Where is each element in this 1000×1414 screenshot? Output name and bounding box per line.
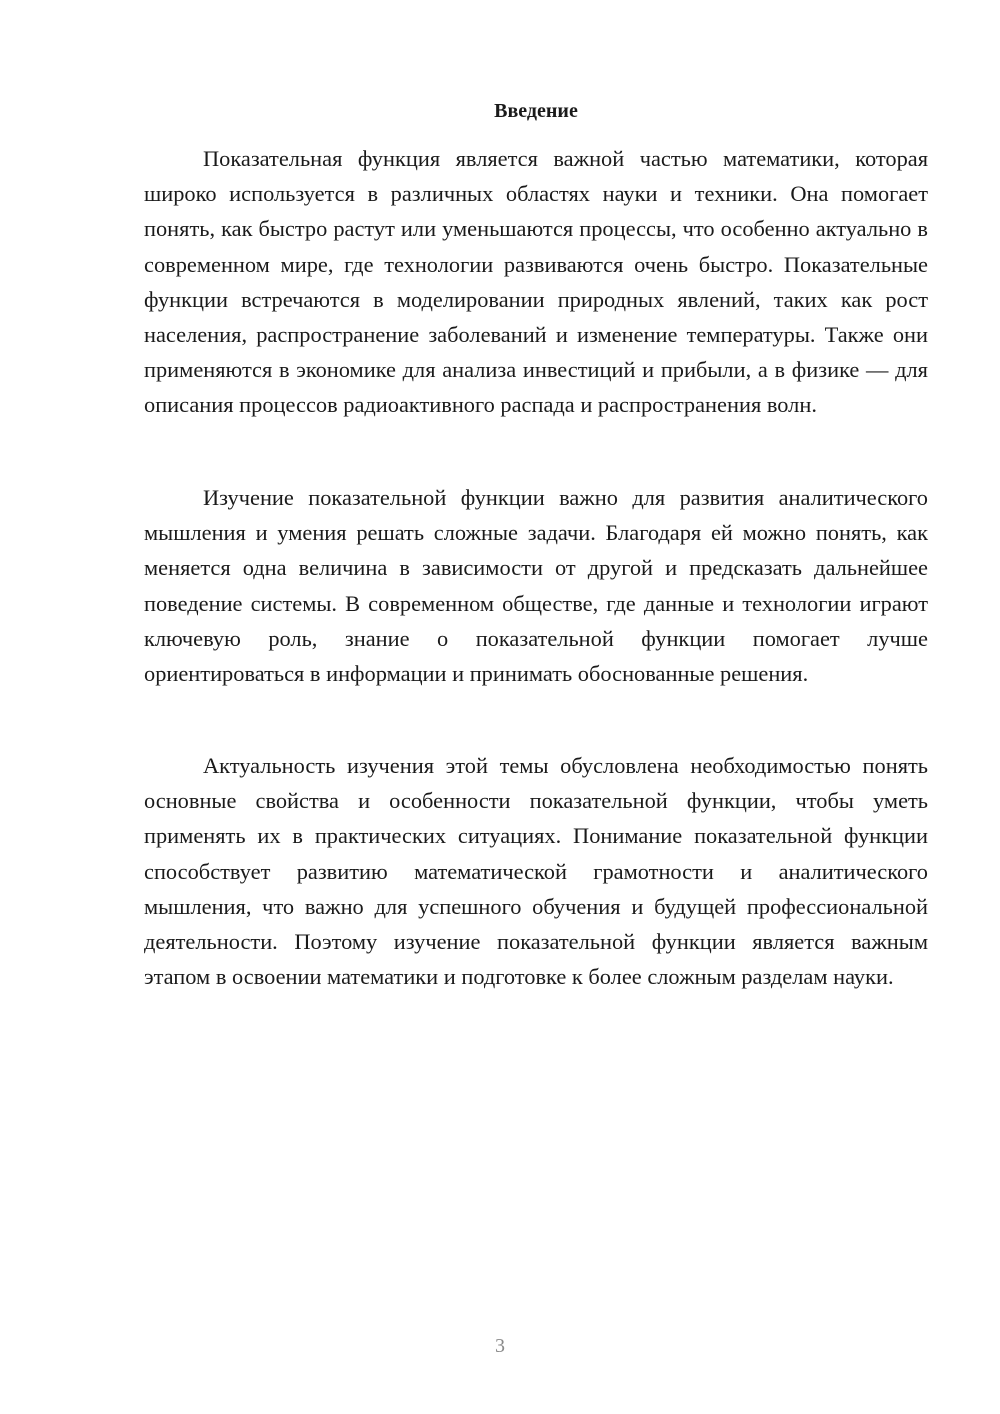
section-heading: Введение: [494, 100, 578, 122]
paragraph-2: Изучение показательной функции важно для развития аналитического мышления и умения решать сложные задачи. Благодаря ей можно понять, как меняется одна величина в зависимости от другой и предсказать дальнейшее поведение системы. В современном обществе, где данные и технологии играют ключевую роль, знание о показательной функции помогает лучше ориентироваться в информации и принимать обоснованные решения.: [144, 485, 928, 687]
paragraph-1: Показательная функция является важной частью математики, которая широко используется в различных областях науки и техники. Она помогает понять, как быстро растут или уменьшаются процессы, что особенно актуально в современном мире, где технологии развиваются очень быстро. Показательные функции встречаются в моделировании природных явлений, таких как рост населения, распространение заболеваний и изменение температуры. Также они применяются в экономике для анализа инвестиций и прибыли, а в физике — для описания процессов радиоактивного распада и распространения волн.: [144, 146, 928, 418]
paragraph-3: Актуальность изучения этой темы обусловлена необходимостью понять основные свойства и особенности показательной функции, чтобы уметь применять их в практических ситуациях. Понимание показательной функции способствует развитию математической грамотности и аналитического мышления, что важно для успешного обучения и будущей профессиональной деятельности. Поэтому изучение показательной функции является важным этапом в освоении математики и подготовке к более сложным разделам науки.: [144, 753, 928, 990]
page-number: 3: [495, 1335, 505, 1357]
